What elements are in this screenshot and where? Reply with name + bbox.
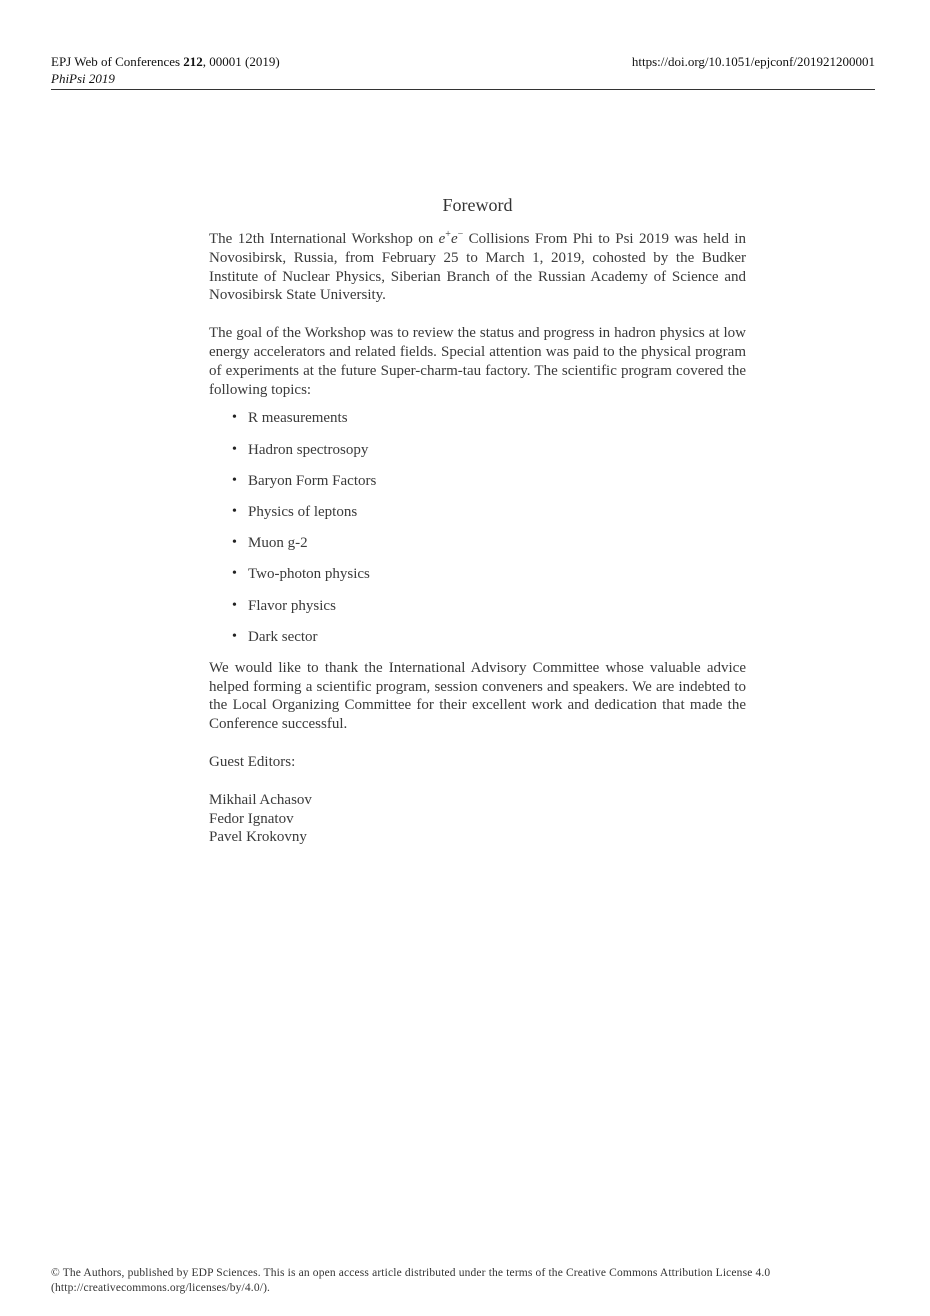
list-item xyxy=(209,565,746,584)
intro-paragraph xyxy=(209,230,746,305)
journal-citation xyxy=(51,53,280,70)
bullet-icon: • xyxy=(232,566,237,582)
math-plus: + xyxy=(445,229,451,240)
list-item xyxy=(209,472,746,491)
bullet-icon: • xyxy=(232,441,237,457)
list-item xyxy=(209,534,746,553)
intro-text-a: The 12th International Workshop on xyxy=(209,231,439,247)
doi-link[interactable]: https://doi.org/10.1051/epjconf/201921200001 xyxy=(631,54,875,69)
journal-volume: 212 xyxy=(183,54,203,69)
list-item xyxy=(209,597,746,616)
math-e2: e xyxy=(450,231,458,247)
bullet-icon: • xyxy=(232,535,237,551)
topic-label: Two-photon physics xyxy=(248,566,370,583)
editor-name: Fedor Ignatov xyxy=(209,810,294,827)
license-footer xyxy=(51,1266,875,1296)
foreword-body xyxy=(209,193,746,847)
list-item xyxy=(209,503,746,522)
topic-label: R measurements xyxy=(248,410,348,427)
editor-name: Pavel Krokovny xyxy=(209,829,307,846)
topic-label: Hadron spectrosopy xyxy=(248,441,369,458)
bullet-icon: • xyxy=(232,503,237,519)
bullet-icon: • xyxy=(232,410,237,426)
bullet-icon: • xyxy=(232,628,237,644)
editors-list xyxy=(209,791,746,847)
list-item xyxy=(209,409,746,428)
topic-label: Baryon Form Factors xyxy=(248,472,377,489)
header-rule xyxy=(51,89,875,90)
goal-paragraph: The goal of the Workshop was to review the status and progress in hadron physics at low energy accelerators and related fields. Special attention was paid to the physical program of experiments at the future Super-charm-tau factory. The scientific program covered the following topics: xyxy=(209,325,746,398)
page-title: Foreword xyxy=(442,195,513,215)
bullet-icon: • xyxy=(232,472,237,488)
topic-label: Physics of leptons xyxy=(248,503,358,520)
conference-name: PhiPsi 2019 xyxy=(51,71,115,86)
editor-name: Mikhail Achasov xyxy=(209,791,312,808)
journal-name: EPJ Web of Conferences xyxy=(51,54,184,69)
thanks-paragraph: We would like to thank the International Advisory Committee whose valuable advice helped forming a scientific program, session conveners and speakers. We are indebted to the Local Organizing Committee for their excellent work and dedication that made the Conference successful. xyxy=(209,659,746,733)
bullet-icon: • xyxy=(232,597,237,613)
intro-text-b: Collisions From Phi to Psi 2019 was held in Novosibirsk, Russia, from February 25 to March 1, 2019, cohosted by the Budker Institute of Nuclear Physics, Siberian Branch of the Russian Academy of Science and Novosibirsk State University. xyxy=(209,231,747,304)
topic-label: Dark sector xyxy=(248,628,318,645)
topic-label: Flavor physics xyxy=(248,597,336,614)
list-item xyxy=(209,441,746,460)
topic-label: Muon g-2 xyxy=(248,535,308,552)
license-line-1: © The Authors, published by EDP Sciences. This is an open access article distributed under the terms of the Creative Commons Attribution License 4.0 xyxy=(51,1267,771,1279)
math-minus: − xyxy=(457,229,464,240)
license-line-2: (http://creativecommons.org/licenses/by/4.0/). xyxy=(51,1282,271,1294)
topics-list xyxy=(209,409,746,646)
guest-editors-label: Guest Editors: xyxy=(209,754,296,771)
running-header-left xyxy=(51,53,280,87)
math-e1: e xyxy=(438,231,446,247)
list-item xyxy=(209,628,746,647)
article-number: , 00001 (2019) xyxy=(202,54,280,69)
